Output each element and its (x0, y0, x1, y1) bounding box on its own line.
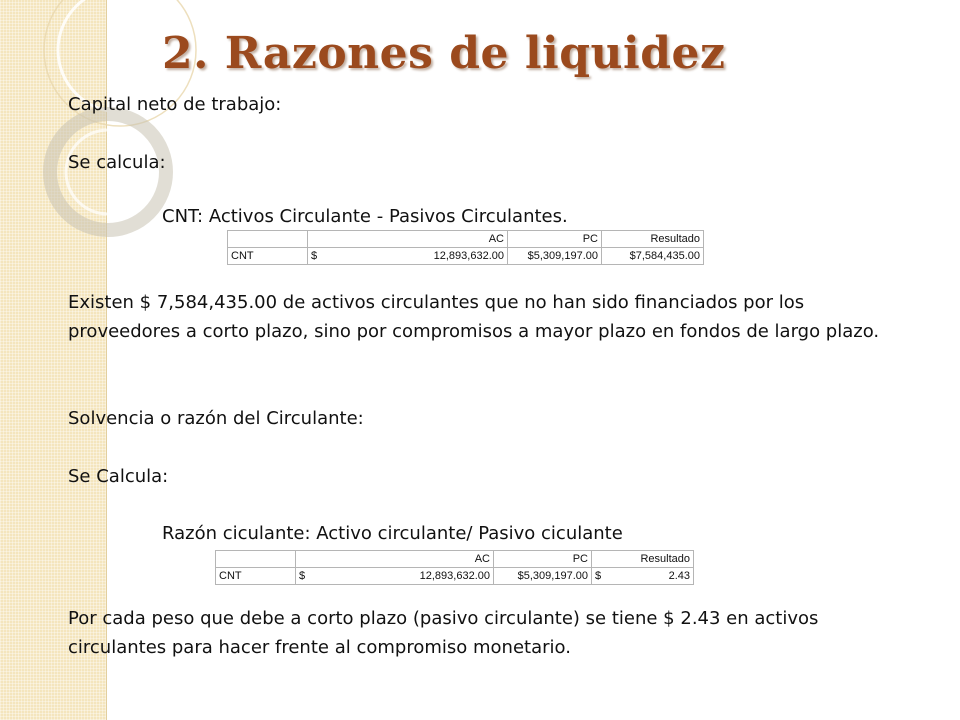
table-header-cell (228, 231, 308, 248)
section2-se-calcula: Se Calcula: (68, 466, 169, 487)
slide-title: 2. Razones de liquidez (162, 28, 726, 79)
section2-formula: Razón ciculante: Activo circulante/ Pasivo ciculante (162, 523, 623, 544)
ac-cell (296, 568, 494, 585)
ac-cell (308, 248, 508, 265)
table-row (228, 248, 704, 265)
table-header-cell: Resultado (602, 231, 704, 248)
table-header-cell: AC (296, 551, 494, 568)
currency-sign: $ (595, 570, 602, 582)
currency-sign: $ (311, 250, 318, 262)
section1-explanation: Existen $ 7,584,435.00 de activos circulantes que no han sido financiados por los proveedores a corto plazo, sino por compromisos a mayor plazo en fondos de largo plazo. (68, 292, 880, 342)
pc-cell: $5,309,197.00 (508, 248, 602, 265)
table-header-cell: PC (508, 231, 602, 248)
table-header-cell: PC (494, 551, 592, 568)
section2-heading: Solvencia o razón del Circulante: (68, 408, 364, 429)
table-header-cell: AC (308, 231, 508, 248)
resultado-value: 2.43 (668, 570, 690, 582)
razon-table (215, 550, 694, 585)
row-label: CNT (216, 568, 296, 585)
cnt-table (227, 230, 704, 265)
section1-heading: Capital neto de trabajo: (68, 94, 282, 115)
pc-cell: $5,309,197.00 (494, 568, 592, 585)
section1-formula: CNT: Activos Circulante - Pasivos Circulantes. (162, 206, 568, 227)
ac-value: 12,893,632.00 (433, 250, 504, 262)
section1-se-calcula: Se calcula: (68, 152, 166, 173)
ac-value: 12,893,632.00 (419, 570, 490, 582)
table-header-row (228, 231, 704, 248)
section2-explanation: Por cada peso que debe a corto plazo (pasivo circulante) se tiene $ 2.43 en activos circulantes para hacer frente al compromiso monetario. (68, 608, 819, 658)
resultado-cell: $7,584,435.00 (602, 248, 704, 265)
table-row (216, 568, 694, 585)
table-header-cell (216, 551, 296, 568)
currency-sign: $ (299, 570, 306, 582)
table-header-cell: Resultado (592, 551, 694, 568)
table-header-row (216, 551, 694, 568)
resultado-cell (592, 568, 694, 585)
row-label: CNT (228, 248, 308, 265)
